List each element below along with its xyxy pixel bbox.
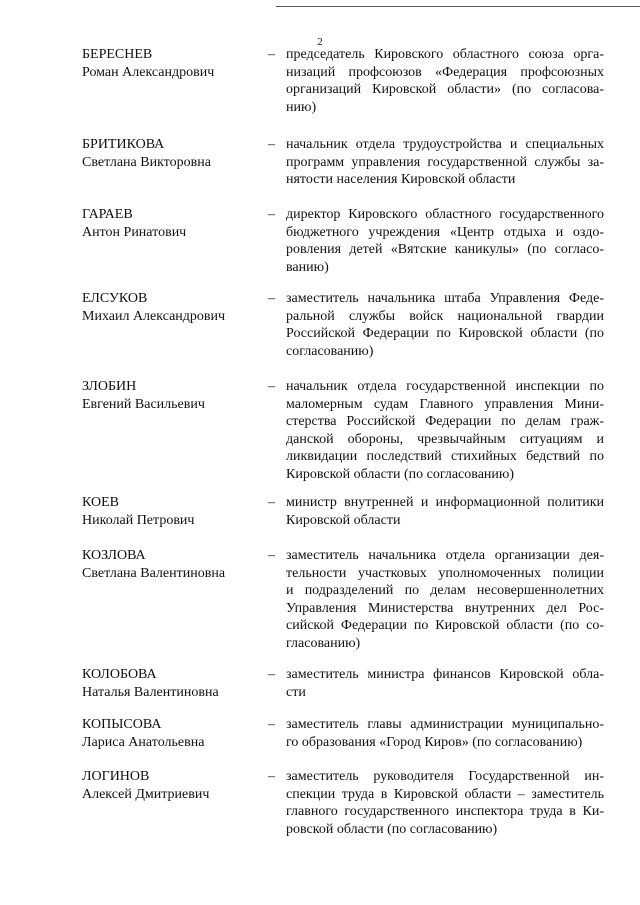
position-line: организаций Кировской области» (по согласова- xyxy=(286,82,604,97)
position-line: главного государственного инспектора труда в Ки- xyxy=(286,804,604,819)
member-name xyxy=(82,136,262,171)
position-line: Управления Министерства внутренних дел Рос- xyxy=(286,600,604,616)
member-surname: КОЗЛОВА xyxy=(82,548,146,563)
member-given-name: Алексей Дмитриевич xyxy=(82,786,210,802)
member-position xyxy=(286,547,604,652)
member-position xyxy=(286,46,604,116)
position-line: заместитель министра финансов Кировской обла- xyxy=(286,667,604,682)
member-surname: БЕРЕСНЕВ xyxy=(82,47,153,62)
member-name xyxy=(82,290,262,325)
member-given-name: Лариса Анатольевна xyxy=(82,734,205,750)
member-given-name: Светлана Викторовна xyxy=(82,154,211,170)
position-line: председатель Кировского областного союза орга- xyxy=(286,47,604,62)
position-line: стерства Российской Федерации по делам граж- xyxy=(286,414,604,429)
position-line: тельности участковых уполномоченных полиции xyxy=(286,565,604,581)
member-position xyxy=(286,206,604,276)
position-line: начальник отдела трудоустройства и специальных xyxy=(286,137,604,152)
member-name xyxy=(82,46,262,81)
position-line: программ управления государственной службы за- xyxy=(286,154,604,170)
member-given-name: Евгений Васильевич xyxy=(82,396,205,412)
member-position xyxy=(286,716,604,751)
member-surname: ЕЛСУКОВ xyxy=(82,291,148,306)
position-line: Российской Федерации по Кировской области (по xyxy=(286,326,604,341)
position-line: маломерным судам Главного управления Мини- xyxy=(286,396,604,412)
position-line: заместитель руководителя Государственной ин- xyxy=(286,769,604,784)
position-line: ликвидации последствий стихийных бедствий по xyxy=(286,449,604,464)
member-name xyxy=(82,666,262,701)
member-position xyxy=(286,378,604,483)
member-position xyxy=(286,494,604,529)
position-line: гласованию) xyxy=(286,635,361,651)
position-line: заместитель начальника штаба Управления Феде- xyxy=(286,291,604,306)
member-name xyxy=(82,206,262,241)
separator-dash: – xyxy=(268,769,275,784)
separator-dash: – xyxy=(268,379,275,394)
position-line: ральной службы войск национальной гвардии xyxy=(286,308,604,324)
separator-dash: – xyxy=(268,291,275,306)
member-surname: КОПЫСОВА xyxy=(82,717,162,732)
position-line: согласованию) xyxy=(286,343,374,359)
position-line: спекции труда в Кировской области – заместитель xyxy=(286,786,604,802)
position-line: министр внутренней и информационной политики xyxy=(286,495,604,510)
member-name xyxy=(82,494,262,529)
member-given-name: Антон Ринатович xyxy=(82,224,187,240)
separator-dash: – xyxy=(268,47,275,62)
separator-dash: – xyxy=(268,207,275,222)
member-surname: ЗЛОБИН xyxy=(82,379,137,394)
position-line: и подразделений по делам несовершеннолетних xyxy=(286,583,604,598)
separator-dash: – xyxy=(268,667,275,682)
position-line: ровления детей «Вятские каникулы» (по согласо- xyxy=(286,242,604,257)
position-line: низаций профсоюзов «Федерация профсоюзных xyxy=(286,64,604,80)
position-line: го образования «Город Киров» (по согласованию) xyxy=(286,734,583,750)
member-given-name: Светлана Валентиновна xyxy=(82,565,226,581)
position-line: заместитель главы администрации муниципально- xyxy=(286,717,604,732)
member-surname: БРИТИКОВА xyxy=(82,137,165,152)
separator-dash: – xyxy=(268,717,275,732)
position-line: нию) xyxy=(286,99,317,115)
member-surname: ГАРАЕВ xyxy=(82,207,133,222)
member-name xyxy=(82,716,262,751)
member-surname: ЛОГИНОВ xyxy=(82,769,150,784)
member-given-name: Роман Александрович xyxy=(82,64,215,80)
position-line: Кировской области (по согласованию) xyxy=(286,466,515,482)
position-line: ванию) xyxy=(286,259,329,275)
position-line: ровской области (по согласованию) xyxy=(286,821,498,837)
page-number: 2 xyxy=(317,36,323,48)
position-line: бюджетного учреждения «Центр отдыха и оздо- xyxy=(286,224,604,240)
member-given-name: Николай Петрович xyxy=(82,512,195,528)
member-position xyxy=(286,136,604,189)
position-line: сти xyxy=(286,684,306,700)
separator-dash: – xyxy=(268,495,275,510)
position-line: Кировской области xyxy=(286,512,401,528)
member-surname: КОЛОБОВА xyxy=(82,667,157,682)
top-rule xyxy=(276,6,640,7)
position-line: директор Кировского областного государственного xyxy=(286,207,604,222)
member-name xyxy=(82,547,262,582)
position-line: сийской Федерации по Кировской области (по со- xyxy=(286,618,604,633)
position-line: заместитель начальника отдела организации дея- xyxy=(286,548,604,563)
member-position xyxy=(286,666,604,701)
member-given-name: Наталья Валентиновна xyxy=(82,684,219,700)
separator-dash: – xyxy=(268,548,275,563)
member-given-name: Михаил Александрович xyxy=(82,308,226,324)
member-position xyxy=(286,768,604,838)
member-position xyxy=(286,290,604,360)
separator-dash: – xyxy=(268,137,275,152)
position-line: начальник отдела государственной инспекции по xyxy=(286,379,604,394)
member-name xyxy=(82,378,262,413)
member-surname: КОЕВ xyxy=(82,495,119,510)
position-line: данской обороны, чрезвычайным ситуациям и xyxy=(286,431,604,447)
member-name xyxy=(82,768,262,803)
position-line: нятости населения Кировской области xyxy=(286,172,516,187)
